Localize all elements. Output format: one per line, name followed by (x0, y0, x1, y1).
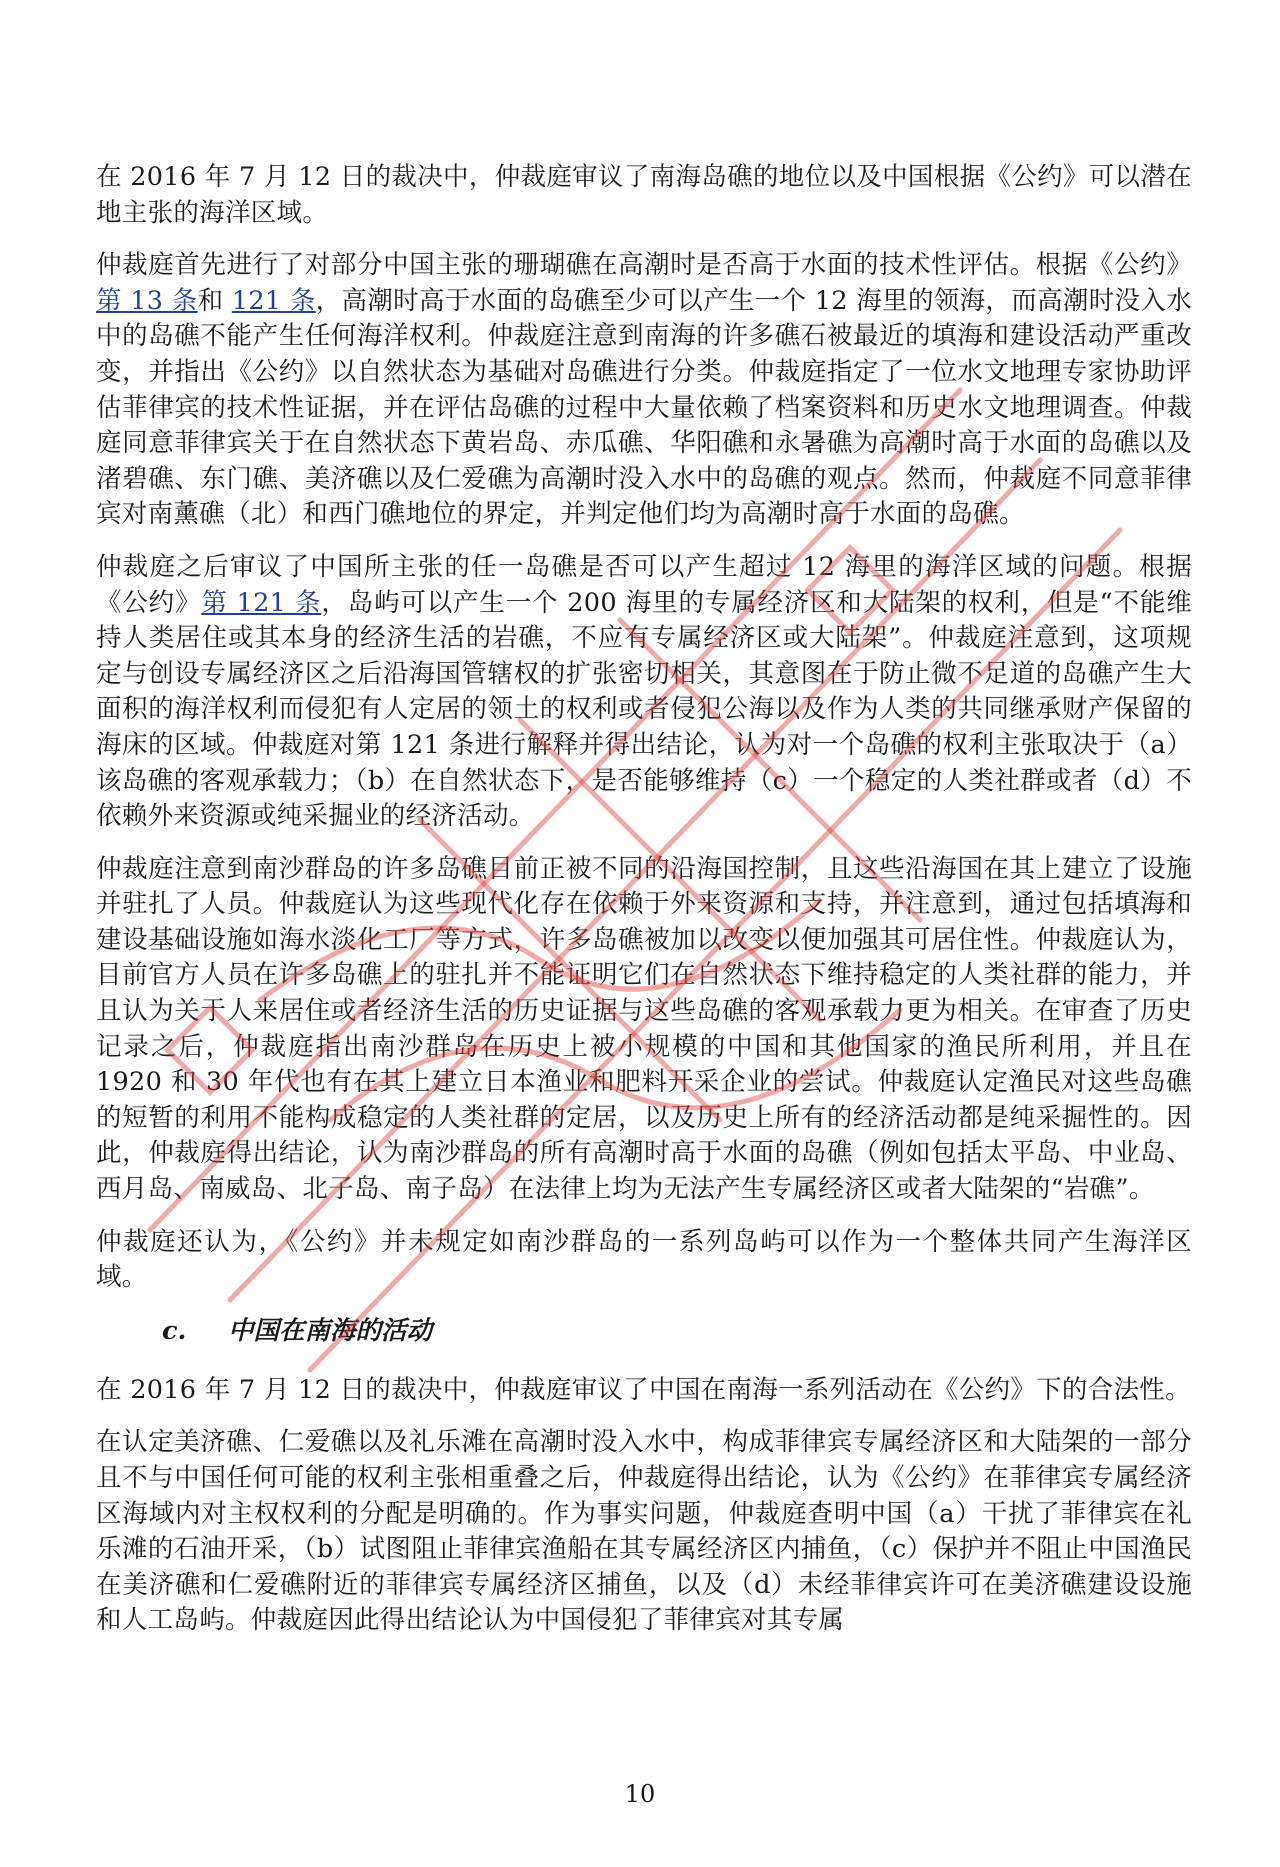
section-letter: c. (162, 1315, 187, 1346)
article-13-link[interactable]: 第 13 条 (96, 285, 198, 316)
paragraph-4: 仲裁庭注意到南沙群岛的许多岛礁目前正被不同的沿海国控制，且这些沿海国在其上建立了设施并驻扎了人员。仲裁庭认为这些现代化存在依赖于外来资源和支持，并注意到，通过包括填海和建设基础设施如海水淡化工厂等方式，许多岛礁被加以改变以便加强其可居住性。仲裁庭认为，目前官方人员在许多岛礁上的驻扎并不能证明它们在自然状态下维持稳定的人类社群的能力，并且认为关于人来居住或者经济生活的历史证据与这些岛礁的客观承载力更为相关。在审查了历史记录之后，仲裁庭指出南沙群岛在历史上被小规模的中国和其他国家的渔民所利用，并且在 1920 和 30 年代也有在其上建立日本渔业和肥料开采企业的尝试。仲裁庭认定渔民对这些岛礁的短暂的利用不能构成稳定的人类社群的定居，以及历史上所有的经济活动都是纯采掘性的。因此，仲裁庭得出结论，认为南沙群岛的所有高潮时高于水面的岛礁（例如包括太平岛、中业岛、西月岛、南威岛、北子岛、南子岛）在法律上均为无法产生专属经济区或者大陆架的“岩礁”。 (96, 853, 1192, 1205)
paragraph-6: 在 2016 年 7 月 12 日的裁决中，仲裁庭审议了中国在南海一系列活动在《公约》下的合法性。 (96, 1374, 1191, 1405)
article-121-link-2[interactable]: 第 121 条 (201, 587, 322, 618)
paragraph-2-text-a: 仲裁庭首先进行了对部分中国主张的珊瑚礁在高潮时是否高于水面的技术性评估。根据《公约》 (96, 250, 1192, 281)
paragraph-3-text-a: 仲裁庭之后审议了中国所主张的任一岛礁是否可以产生超过 12 海里的海洋区域的问题。根据《公约》 (96, 551, 1192, 618)
section-title: 中国在南海的活动 (228, 1315, 433, 1346)
page-number: 10 (624, 1780, 656, 1808)
paragraph-7: 在认定美济礁、仁爱礁以及礼乐滩在高潮时没入水中，构成菲律宾专属经济区和大陆架的一部分且不与中国任何可能的权利主张相重叠之后，仲裁庭得出结论，认为《公约》在菲律宾专属经济区海域内对主权权利的分配是明确的。作为事实问题，仲裁庭查明中国（a）干扰了菲律宾在礼乐滩的石油开采，（b）试图阻止菲律宾渔船在其专属经济区内捕鱼，（c）保护并不阻止中国渔民在美济礁和仁爱礁附近的菲律宾专属经济区捕鱼，以及（d）未经菲律宾许可在美济礁建设设施和人工岛屿。仲裁庭因此得出结论认为中国侵犯了菲律宾对其专属 (96, 1427, 1192, 1636)
paragraph-3 (96, 550, 1192, 835)
article-121-link[interactable]: 121 条 (231, 285, 316, 316)
paragraph-3-text-b: ，岛屿可以产生一个 200 海里的专属经济区和大陆架的权利，但是“不能维持人类居住或其本身的经济生活的岩礁，不应有专属经济区或大陆架”。仲裁庭注意到，这项规定与创设专属经济区之后沿海国管辖权的扩张密切相关，其意图在于防止微不足道的岛礁产生大面积的海洋权利而侵犯有人定居的领土的权利或者侵犯公海以及作为人类的共同继承财产保留的海床的区域。仲裁庭对第 121 条进行解释并得出结论，认为对一个岛礁的权利主张取决于（a）该岛礁的客观承载力；（b）在自然状态下，是否能够维持（c）一个稳定的人类社群或者（d）不依赖外来资源或纯采掘业的经济活动。 (96, 587, 1192, 832)
paragraph-5: 仲裁庭还认为，《公约》并未规定如南沙群岛的一系列岛屿可以作为一个整体共同产生海洋区域。 (96, 1226, 1192, 1293)
paragraph-2 (96, 248, 1192, 533)
section-heading (162, 1313, 1192, 1349)
paragraph-2-text-c: ，高潮时高于水面的岛礁至少可以产生一个 12 海里的领海，而高潮时没入水中的岛礁不能产生任何海洋权利。仲裁庭注意到南海的许多礁石被最近的填海和建设活动严重改变，并指出《公约》以自然状态为基础对岛礁进行分类。仲裁庭指定了一位水文地理专家协助评估菲律宾的技术性证据，并在评估岛礁的过程中大量依赖了档案资料和历史水文地理调查。仲裁庭同意菲律宾关于在自然状态下黄岩岛、赤瓜礁、华阳礁和永暑礁为高潮时高于水面的岛礁以及渚碧礁、东门礁、美济礁以及仁爱礁为高潮时没入水中的岛礁的观点。然而，仲裁庭不同意菲律宾对南薰礁（北）和西门礁地位的界定，并判定他们均为高潮时高于水面的岛礁。 (96, 285, 1193, 530)
paragraph-1: 在 2016 年 7 月 12 日的裁决中，仲裁庭审议了南海岛礁的地位以及中国根据《公约》可以潜在地主张的海洋区域。 (96, 162, 1192, 228)
paragraph-2-text-b: 和 (197, 285, 232, 316)
page-body (96, 160, 1192, 1656)
